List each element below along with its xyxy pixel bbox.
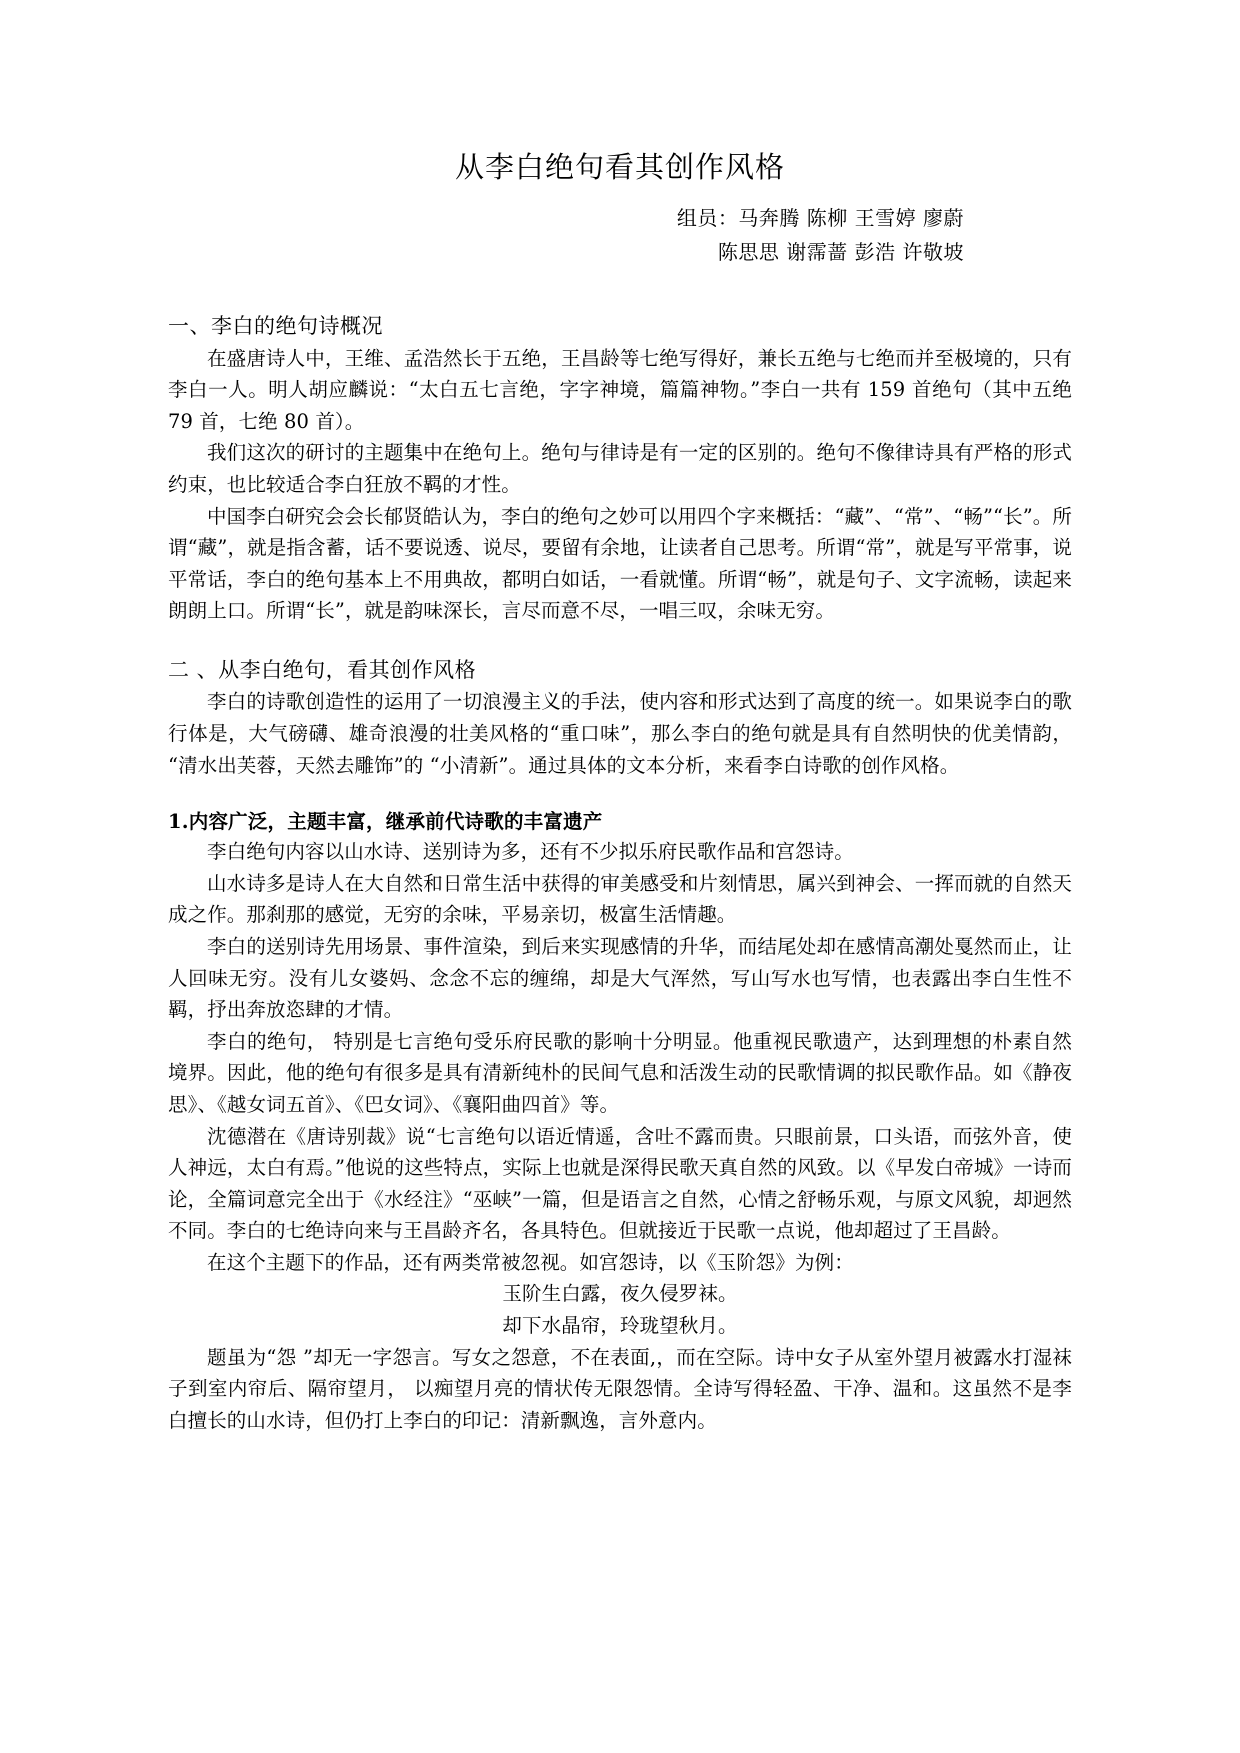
subsection-heading-1: 1.内容广泛，主题丰富，继承前代诗歌的丰富遗产 (168, 810, 603, 834)
section2-paragraph-1: 李白的诗歌创造性的运用了一切浪漫主义的手法，使内容和形式达到了高度的统一。如果说李白的歌行体是，大气磅礴、雄奇浪漫的壮美风格的“重口味”，那么李白的绝句就是具有自然明快的优美情韵，“清水出芙蓉，天然去雕饰”的 “小清新”。通过具体的文本分析，来看李白诗歌的创作风格。 (168, 690, 1072, 777)
section1-paragraph-2: 我们这次的研讨的主题集中在绝句上。绝句与律诗是有一定的区别的。绝句不像律诗具有严格的形式约束，也比较适合李白狂放不羁的才性。 (168, 441, 1072, 496)
subsection1-paragraph-4: 李白的绝句， 特别是七言绝句受乐府民歌的影响十分明显。他重视民歌遗产，达到理想的朴素自然境界。因此，他的绝句有很多是具有清新纯朴的民间气息和活泼生动的民歌情调的拟民歌作品。如《静夜思》、《越女词五首》、《巴女词》、《襄阳曲四首》等。 (168, 1029, 1072, 1116)
byline-line-1: 组员：马奔腾 陈柳 王雪婷 廖蔚 (676, 206, 964, 231)
subsection1-paragraph-6: 在这个主题下的作品，还有两类常被忽视。如宫怨诗，以《玉阶怨》为例： (207, 1250, 854, 1274)
page-title: 从李白绝句看其创作风格 (454, 150, 785, 184)
verse-line-1: 玉阶生白露，夜久侵罗袜。 (502, 1282, 738, 1306)
section1-paragraph-3: 中国李白研究会会长郁贤皓认为，李白的绝句之妙可以用四个字来概括：“藏”、“常”、“畅”“长”。所谓“藏”，就是指含蓄，话不要说透、说尽，要留有余地，让读者自己思考。所谓“常”，就是写平常事，说平常话，李白的绝句基本上不用典故，都明白如话，一看就懂。所谓“畅”，就是句子、文字流畅，读起来朗朗上口。所谓“长”，就是韵味深长，言尽而意不尽，一唱三叹，余味无穷。 (168, 504, 1072, 623)
spacer (168, 269, 1072, 281)
section-heading-1: 一、李白的绝句诗概况 (168, 314, 383, 339)
section-heading-2: 二 、从李白绝句，看其创作风格 (168, 657, 477, 682)
byline-line-2: 陈思思 谢霈蔷 彭浩 许敬坡 (717, 240, 964, 265)
subsection1-paragraph-5: 沈德潜在《唐诗别裁》说“七言绝句以语近情遥，含吐不露而贵。只眼前景，口头语，而弦外音，使人神远，太白有焉。”他说的这些特点，实际上也就是深得民歌天真自然的风致。以《早发白帝城》一诗而论，全篇词意完全出于《水经注》“巫峡”一篇，但是语言之自然，心情之舒畅乐观，与原文风貌，却迥然不同。李白的七绝诗向来与王昌龄齐名，各具特色。但就接近于民歌一点说，他却超过了王昌龄。 (168, 1124, 1072, 1243)
subsection1-paragraph-7: 题虽为“怨 ”却无一字怨言。写女之怨意，不在表面,，而在空际。诗中女子从室外望月被露水打湿袜子到室内帘后、隔帘望月， 以痴望月亮的情状传无限怨情。全诗写得轻盈、干净、温和。这虽然不是李白擅长的山水诗，但仍打上李白的印记：清新飘逸，言外意内。 (168, 1345, 1072, 1432)
section1-paragraph-1: 在盛唐诗人中，王维、孟浩然长于五绝，王昌龄等七绝写得好，兼长五绝与七绝而并至极境的，只有李白一人。明人胡应麟说：“太白五七言绝，字字神境，篇篇神物。”李白一共有 159 首绝句（其中五绝 79 首，七绝 80 首）。 (168, 346, 1072, 433)
subsection1-paragraph-1: 李白绝句内容以山水诗、送别诗为多，还有不少拟乐府民歌作品和宫怨诗。 (207, 840, 854, 864)
subsection1-paragraph-3: 李白的送别诗先用场景、事件渲染，到后来实现感情的升华，而结尾处却在感情高潮处戛然而止，让人回味无穷。没有儿女婆妈、念念不忘的缠绵，却是大气浑然，写山写水也写情，也表露出李白生性不羁，抒出奔放恣肆的才情。 (168, 935, 1072, 1022)
verse-line-2: 却下水晶帘，玲珑望秋月。 (502, 1314, 738, 1337)
subsection1-paragraph-2: 山水诗多是诗人在大自然和日常生活中获得的审美感受和片刻情思，属兴到神会、一挥而就的自然天成之作。那刹那的感觉，无穷的余味，平易亲切，极富生活情趣。 (168, 871, 1072, 927)
